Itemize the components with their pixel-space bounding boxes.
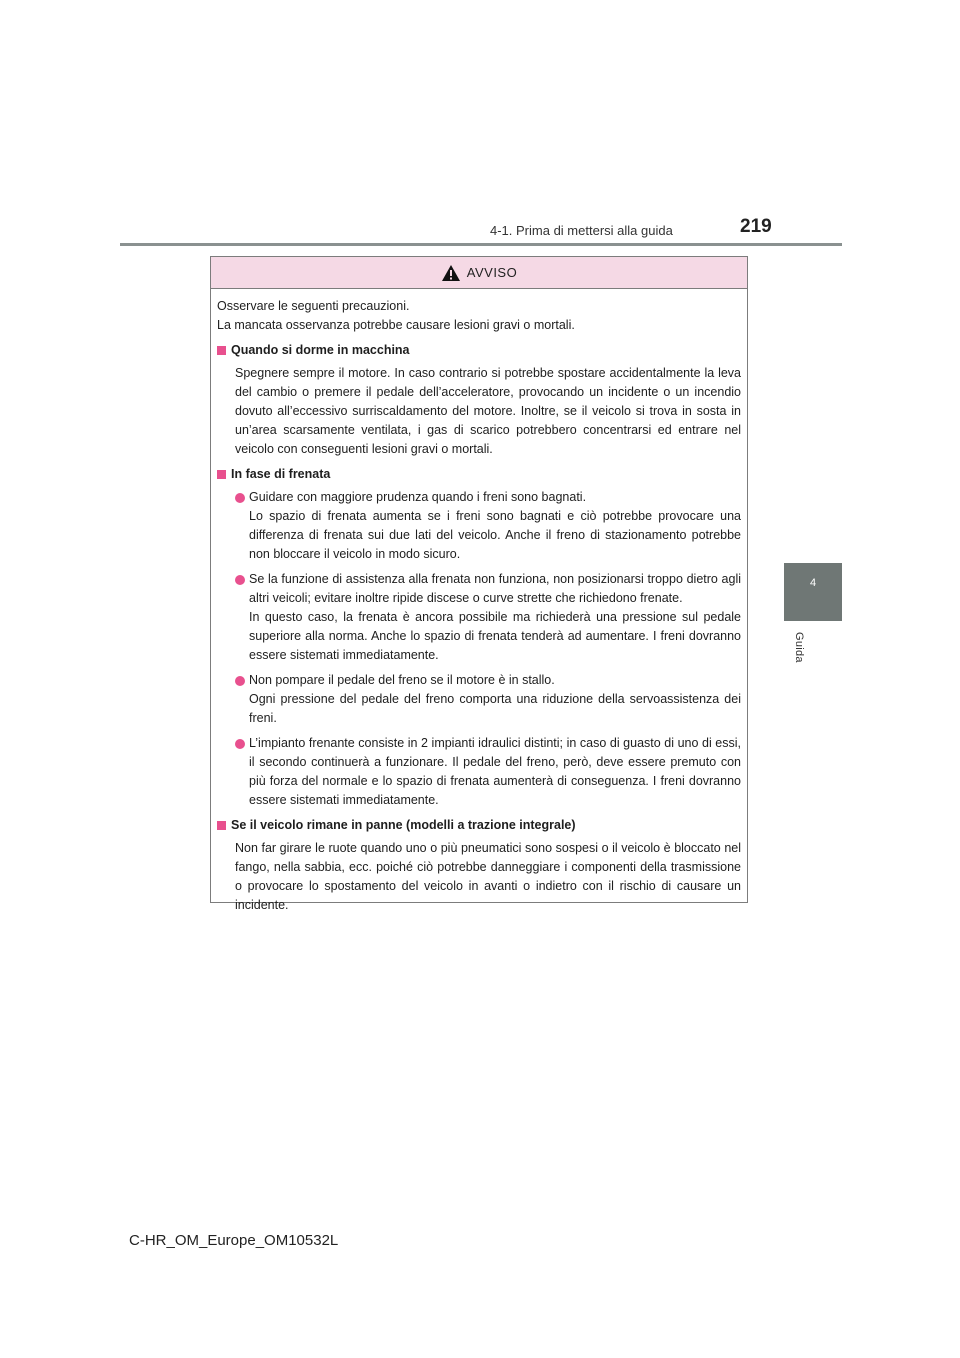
section-heading-text: In fase di frenata: [231, 467, 331, 481]
bullet-line: Guidare con maggiore prudenza quando i freni sono bagnati.: [249, 490, 587, 504]
warning-title: AVVISO: [466, 265, 518, 280]
chapter-number: 4: [809, 577, 817, 589]
section-title: 4-1. Prima di mettersi alla guida: [490, 223, 673, 238]
list-item: [235, 671, 741, 728]
header-rule: [120, 243, 842, 246]
chapter-label: Guida: [793, 632, 805, 663]
circle-bullet-icon: [235, 493, 245, 503]
bullet-line: L’impianto frenante consiste in 2 impianti idraulici distinti; in caso di guasto di uno di essi, il secondo continuerà a funzionare. Il pedale del freno, però, deve essere premuto con più forza del normale e lo spazio di frenata aumenterà di conseguenza. I freni dovranno essere sistemati immediatamente.: [249, 736, 741, 807]
page-number: 219: [740, 216, 772, 237]
bullet-line: In questo caso, la frenata è ancora possibile ma richiederà una pressione sul pedale superiore alla norma. Anche lo spazio di frenata tenderà ad aumentare. I freni dovranno essere sistemati immediatamente.: [249, 610, 741, 662]
list-item: [235, 570, 741, 665]
section-heading-text: Se il veicolo rimane in panne (modelli a trazione integrale): [231, 818, 576, 832]
list-item: [235, 734, 741, 810]
warning-body: [211, 289, 747, 915]
bullet-line: Lo spazio di frenata aumenta se i freni sono bagnati e ciò potrebbe provocare una differenza di frenata sui due lati del veicolo. Anche il freno di stazionamento potrebbe non bloccare il veicolo in modo sicuro.: [249, 509, 741, 561]
intro-line: La mancata osservanza potrebbe causare lesioni gravi o mortali.: [217, 318, 575, 332]
square-bullet-icon: [217, 346, 226, 355]
document-code: C-HR_OM_Europe_OM10532L: [129, 1232, 339, 1249]
section-paragraph: Spegnere sempre il motore. In caso contrario si potrebbe spostare accidentalmente la leva del cambio o premere il pedale dell’acceleratore, provocando un incidente o un incendio dovuto all’eccessivo surriscaldamento del motore. Inoltre, se il veicolo si trova in sosta in un’area scarsamente ventilata, i gas di scarico potrebbero concentrarsi ed entrare nel veicolo con conseguenti lesioni gravi o mortali.: [235, 366, 741, 456]
section-heading-sleeping: [217, 341, 741, 360]
bullet-line: Ogni pressione del pedale del freno comporta una riduzione della servoassistenza dei freni.: [249, 692, 741, 725]
section-heading-stuck-vehicle: [217, 816, 741, 835]
list-item: [235, 488, 741, 564]
warning-triangle-icon: [441, 264, 461, 282]
chapter-tab: [784, 563, 842, 621]
section-paragraph: Non far girare le ruote quando uno o più pneumatici sono sospesi o il veicolo è bloccato nel fango, nella sabbia, ecc. poiché ciò potrebbe danneggiare i componenti della trasmissione o provocare lo spostamento del veicolo in avanti o indietro con il rischio di causare un incidente.: [235, 841, 741, 912]
warning-box: [210, 256, 748, 912]
intro-line: Osservare le seguenti precauzioni.: [217, 299, 410, 313]
section-heading-braking: [217, 465, 741, 484]
circle-bullet-icon: [235, 739, 245, 749]
warning-intro: [217, 297, 741, 335]
square-bullet-icon: [217, 821, 226, 830]
warning-header: [211, 257, 747, 289]
circle-bullet-icon: [235, 575, 245, 585]
section-heading-text: Quando si dorme in macchina: [231, 343, 410, 357]
square-bullet-icon: [217, 470, 226, 479]
bullet-line: Se la funzione di assistenza alla frenata non funziona, non posizionarsi troppo dietro agli altri veicoli; evitare inoltre ripide discese o curve strette che richiedono frenate.: [249, 572, 741, 605]
circle-bullet-icon: [235, 676, 245, 686]
bullet-line: Non pompare il pedale del freno se il motore è in stallo.: [249, 673, 555, 687]
